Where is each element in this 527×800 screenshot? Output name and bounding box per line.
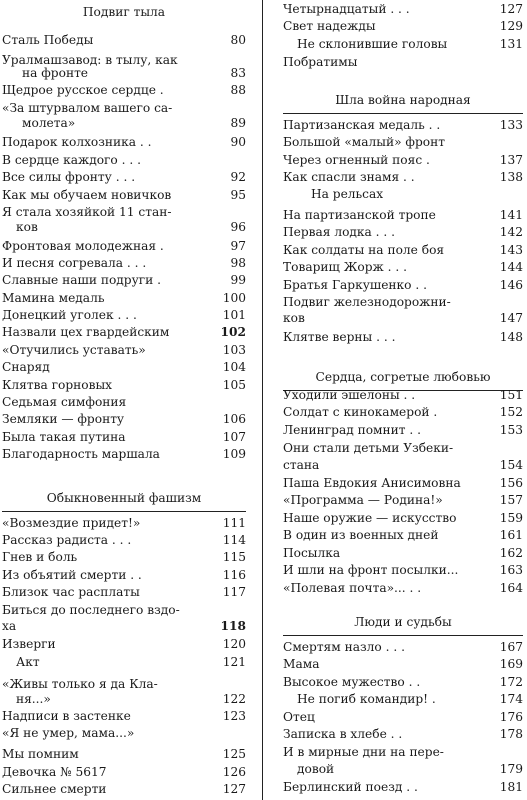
toc-entry: Мамина медаль 100 <box>2 291 246 305</box>
toc-entry: И в мирные дни на пере- <box>283 745 444 759</box>
toc-entry: молета» 89 <box>22 116 246 130</box>
toc-entry: Посылка 162 <box>283 546 523 560</box>
toc-entry: «Программа — Родина!» 157 <box>283 493 523 507</box>
toc-entry: Близок час расплаты 117 <box>2 585 246 599</box>
toc-entry: На партизанской тропе 141 <box>283 208 523 222</box>
toc-entry: Девочка № 5617 126 <box>2 765 246 779</box>
toc-entry: Благодарность маршала 109 <box>2 447 246 461</box>
toc-entry: Партизанская медаль . . 133 <box>283 118 523 132</box>
section-title: Сердца, согретые любовью <box>315 370 491 384</box>
toc-entry: довой 179 <box>297 762 523 776</box>
toc-entry: Солдат с кинокамерой . 152 <box>283 405 523 419</box>
toc-entry: Снаряд 104 <box>2 360 246 374</box>
toc-entry: Донецкий уголек . . . 101 <box>2 308 246 322</box>
toc-entry: Сильнее смерти 127 <box>2 782 246 796</box>
toc-entry: Берлинский поезд . . 181 <box>283 780 523 794</box>
toc-entry: «Возмездие придет!» 111 <box>2 516 246 530</box>
toc-entry: Сталь Победы 80 <box>2 33 246 47</box>
toc-entry: Биться до последнего вздо- <box>2 603 180 617</box>
column-divider <box>262 0 263 800</box>
toc-entry: ков 96 <box>16 220 246 234</box>
toc-entry: Как мы обучаем новичков 95 <box>2 188 246 202</box>
toc-entry: Я стала хозяйкой 11 стан- <box>2 205 172 219</box>
toc-entry: Была такая путина 107 <box>2 430 246 444</box>
toc-entry: Записка в хлебе . . 178 <box>283 727 523 741</box>
toc-entry: Высокое мужество . . 172 <box>283 675 523 689</box>
toc-entry: Клятва горновых 105 <box>2 378 246 392</box>
toc-entry: ков 147 <box>283 311 523 325</box>
toc-entry: Свет надежды 129 <box>283 19 523 33</box>
toc-entry: Наше оружие — искусство 159 <box>283 511 523 525</box>
toc-entry: Из объятий смерти . . 116 <box>2 568 246 582</box>
toc-entry: Смертям назло . . . 167 <box>283 640 523 654</box>
toc-entry: Братья Гаркушенко . . 146 <box>283 278 523 292</box>
toc-entry: Первая лодка . . . 142 <box>283 225 523 239</box>
toc-entry: Клятве верны . . . 148 <box>283 330 523 344</box>
toc-entry: Мама 169 <box>283 657 523 671</box>
toc-entry: Гнев и боль 115 <box>2 550 246 564</box>
toc-entry: Подвиг железнодорожни- <box>283 295 451 309</box>
toc-entry: Побратимы <box>283 55 358 69</box>
right-column <box>283 0 523 800</box>
toc-entry: Мы помним 125 <box>2 747 246 761</box>
toc-entry: Четырнадцатый . . . 127 <box>283 2 523 16</box>
toc-entry: Как спасли знамя . . 138 <box>283 170 523 184</box>
section-rule <box>283 635 523 636</box>
section-rule <box>2 511 246 512</box>
toc-entry: Славные наши подруги . 99 <box>2 273 246 287</box>
toc-entry: ня...» 122 <box>16 692 246 706</box>
toc-entry: Назвали цех гвардейским 102 <box>2 325 246 339</box>
toc-entry: Щедрое русское сердце . 88 <box>2 83 246 97</box>
toc-entry: «Полевая почта»... . . 164 <box>283 581 523 595</box>
toc-entry: Седьмая симфония <box>2 395 127 409</box>
toc-entry: Надписи в застенке 123 <box>2 709 246 723</box>
toc-entry: Через огненный пояс . 137 <box>283 153 523 167</box>
toc-entry: Не склонившие головы 131 <box>297 37 523 51</box>
toc-entry: На рельсах <box>311 187 384 201</box>
toc-entry: Большой «малый» фронт <box>283 135 445 149</box>
toc-entry: Подарок колхозника . . 90 <box>2 135 246 149</box>
toc-entry: Отец 176 <box>283 710 523 724</box>
left-column <box>2 0 246 800</box>
toc-entry: И песня согревала . . . 98 <box>2 256 246 270</box>
toc-entry: Не погиб командир! . 174 <box>297 692 523 706</box>
section-title: Обыкновенный фашизм <box>46 491 202 505</box>
toc-entry: Фронтовая молодежная . 97 <box>2 239 246 253</box>
toc-entry: Все силы фронту . . . 92 <box>2 170 246 184</box>
section-title: Шла война народная <box>335 93 471 107</box>
toc-entry: Уралмашзавод: в тылу, как <box>2 53 178 67</box>
section-rule <box>283 113 523 114</box>
toc-entry: Изверги 120 <box>2 637 246 651</box>
toc-entry: «Я не умер, мама...» <box>2 726 135 740</box>
toc-entry: «За штурвалом вашего са- <box>2 101 173 115</box>
toc-entry: И шли на фронт посылки... 163 <box>283 563 523 577</box>
toc-entry: Земляки — фронту 106 <box>2 412 246 426</box>
toc-entry: Ленинград помнит . . 153 <box>283 423 523 437</box>
toc-entry: Рассказ радиста . . . 114 <box>2 533 246 547</box>
toc-entry: ха 118 <box>2 619 246 633</box>
toc-entry: «Живы только я да Кла- <box>2 677 158 691</box>
toc-entry: Товарищ Жорж . . . 144 <box>283 260 523 274</box>
toc-entry: Акт 121 <box>16 655 246 669</box>
section-title: Люди и судьбы <box>354 615 452 629</box>
toc-entry: стана 154 <box>283 458 523 472</box>
toc-entry: Паша Евдокия Анисимовна 156 <box>283 476 523 490</box>
toc-entry: В сердце каждого . . . <box>2 153 142 167</box>
toc-entry: Уходили эшелоны . . 151 <box>283 388 523 402</box>
toc-entry: Как солдаты на поле боя 143 <box>283 243 523 257</box>
toc-entry: на фронте 83 <box>22 66 246 80</box>
toc-entry: Они стали детьми Узбеки- <box>283 441 454 455</box>
toc-entry: «Отучились уставать» 103 <box>2 343 246 357</box>
section-title: Подвиг тыла <box>82 5 166 19</box>
toc-entry: В один из военных дней 161 <box>283 528 523 542</box>
